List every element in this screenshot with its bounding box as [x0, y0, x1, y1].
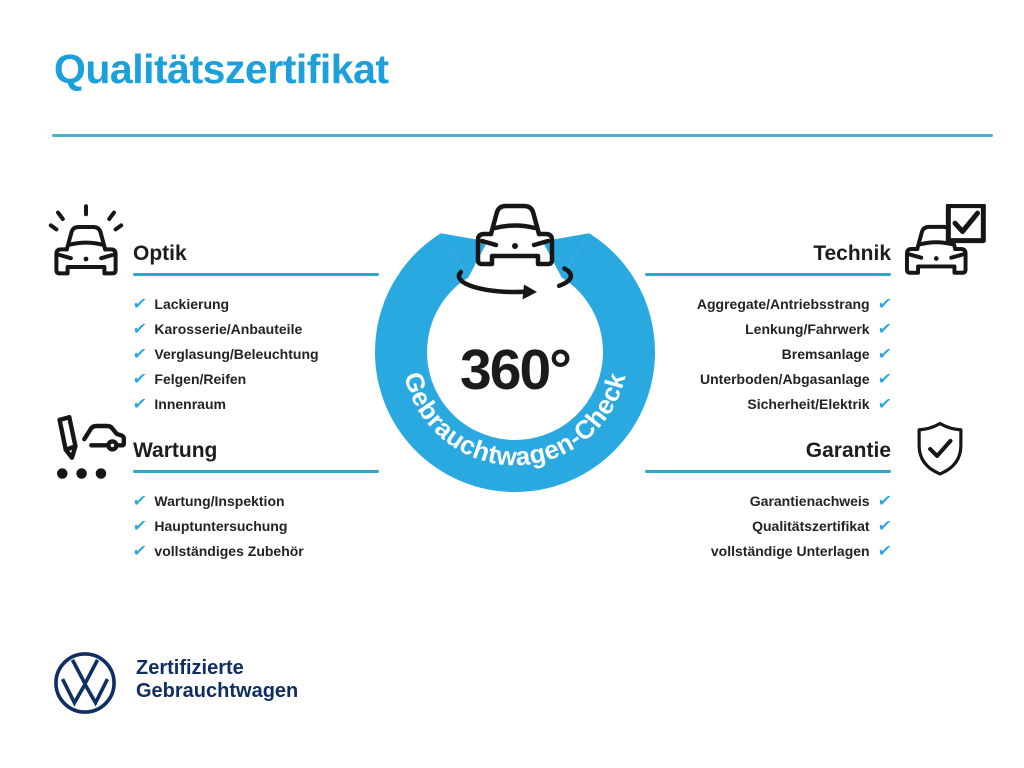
- check-item: [645, 366, 891, 391]
- check-item: [645, 316, 891, 341]
- vw-logo: [52, 650, 118, 716]
- check-item: [645, 341, 891, 366]
- check-icon: ✔: [131, 293, 148, 313]
- check-icon: ✔: [876, 490, 893, 510]
- check-icon: ✔: [131, 490, 148, 510]
- section-garantie: [645, 439, 891, 563]
- check-item-label: Qualitätszertifikat: [752, 517, 870, 534]
- garantie-list: [645, 488, 891, 563]
- check-item-label: Innenraum: [154, 395, 226, 412]
- check-item-label: Karosserie/Anbauteile: [154, 320, 303, 337]
- check-item: [645, 488, 891, 513]
- check-item: [133, 513, 379, 538]
- check-icon: ✔: [131, 393, 148, 413]
- check-item-label: Wartung/Inspektion: [154, 492, 285, 509]
- check-icon: ✔: [876, 515, 893, 535]
- check-item-label: Felgen/Reifen: [154, 370, 247, 387]
- check-item: [133, 366, 379, 391]
- check-item-label: Garantienachweis: [749, 492, 870, 509]
- check-item: [645, 513, 891, 538]
- check-item: [133, 488, 379, 513]
- check-icon: ✔: [131, 368, 148, 388]
- check-item-label: Lenkung/Fahrwerk: [745, 320, 870, 337]
- check-item: [133, 341, 379, 366]
- check-icon: ✔: [131, 540, 148, 560]
- section-technik: [645, 242, 891, 416]
- check-item: [133, 391, 379, 416]
- section-title-wartung: Wartung: [133, 439, 218, 462]
- wartung-list: [133, 488, 379, 563]
- section-title-garantie: Garantie: [805, 439, 891, 462]
- section-underline: [645, 470, 891, 473]
- check-icon: ✔: [131, 343, 148, 363]
- check-item: [645, 291, 891, 316]
- check-item: [645, 538, 891, 563]
- check-icon: ✔: [876, 318, 893, 338]
- check-icon: ✔: [876, 368, 893, 388]
- section-title-optik: Optik: [133, 242, 187, 265]
- check-item-label: Unterboden/Abgasanlage: [700, 370, 870, 387]
- brand-claim: [136, 657, 298, 703]
- technik-list: [645, 291, 891, 416]
- check-item: [645, 391, 891, 416]
- section-underline: [133, 470, 379, 473]
- brand-line-2: Gebrauchtwagen: [136, 680, 299, 702]
- section-underline: [133, 273, 379, 276]
- section-title-technik: Technik: [813, 242, 891, 265]
- check-item: [133, 316, 379, 341]
- check-item-label: Lackierung: [154, 295, 230, 312]
- check-item: [133, 538, 379, 563]
- section-wartung: [133, 439, 379, 563]
- check-item-label: Bremsanlage: [781, 345, 870, 362]
- check-item-label: Hauptuntersuchung: [154, 517, 288, 534]
- check-icon: ✔: [131, 515, 148, 535]
- check-item-label: Verglasung/Beleuchtung: [154, 345, 319, 362]
- check-icon: ✔: [876, 293, 893, 313]
- check-icon: ✔: [876, 540, 893, 560]
- car-checkbox-icon: [903, 204, 987, 284]
- degree-label: 360°: [460, 338, 570, 402]
- section-underline: [645, 273, 891, 276]
- check-icon: ✔: [876, 393, 893, 413]
- ring-label: Gebrauchtwagen-Check: [398, 368, 632, 472]
- page-title: Qualitätszertifikat: [54, 46, 389, 92]
- check-item-label: Sicherheit/Elektrik: [747, 395, 870, 412]
- check-item-label: vollständige Unterlagen: [710, 542, 870, 559]
- optik-list: [133, 291, 379, 416]
- service-checklist-icon: [42, 407, 130, 489]
- shiny-car-icon: [46, 204, 126, 282]
- check-item: [133, 291, 379, 316]
- check-icon: ✔: [131, 318, 148, 338]
- brand-line-1: Zertifizierte: [136, 657, 244, 679]
- car-rotation-icon: [440, 196, 590, 306]
- check-item-label: Aggregate/Antriebsstrang: [696, 295, 870, 312]
- check-item-label: vollständiges Zubehör: [154, 542, 304, 559]
- section-optik: [133, 242, 379, 416]
- title-divider: [52, 134, 993, 137]
- shield-check-icon: [911, 418, 969, 480]
- check-icon: ✔: [876, 343, 893, 363]
